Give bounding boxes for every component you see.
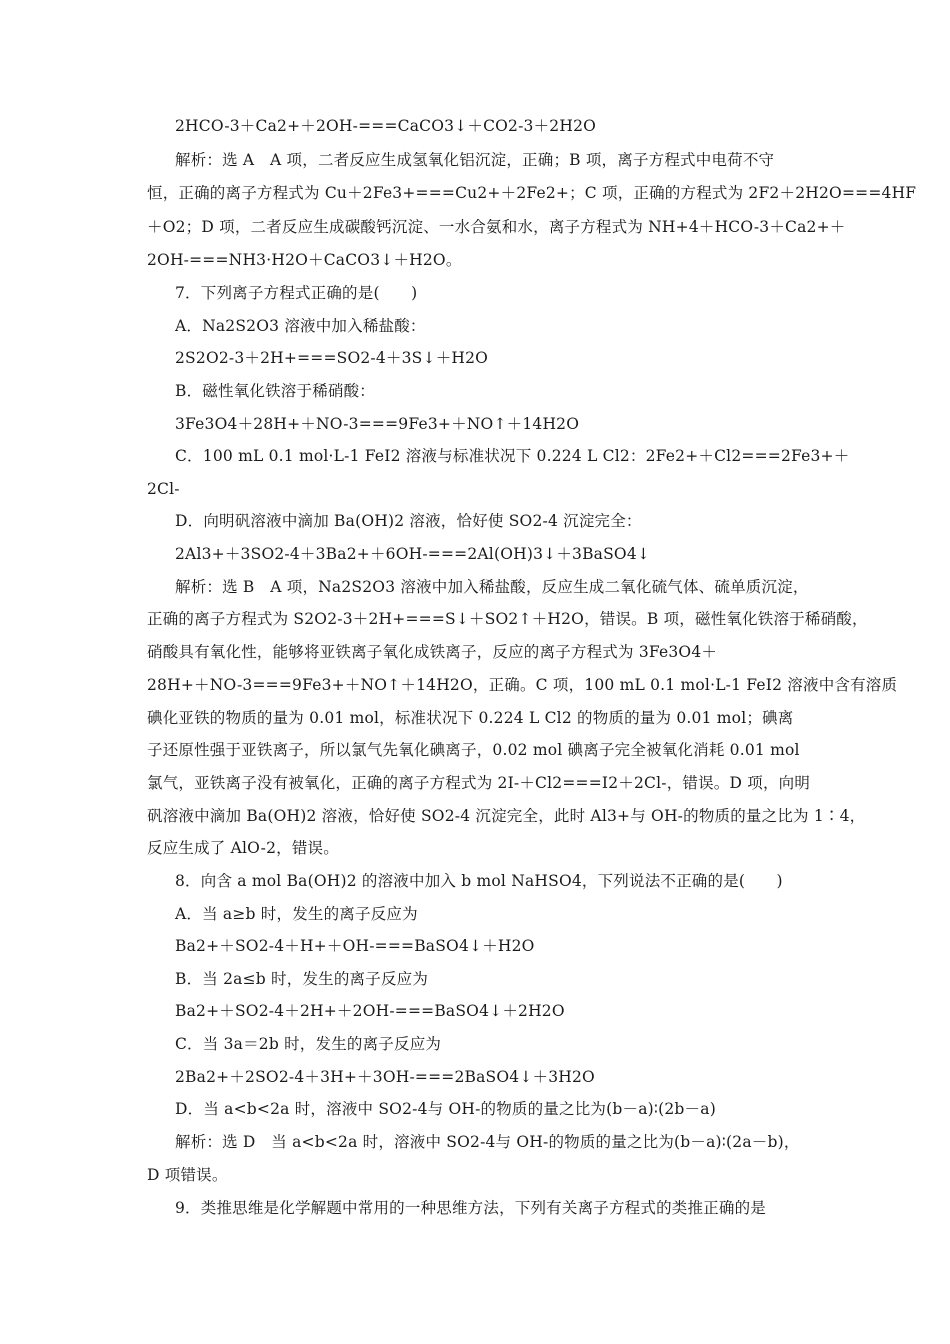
option-label: C．当 3a＝2b 时，发生的离子反应为 [175,1035,442,1053]
question-title: 7．下列离子方程式正确的是( ) [175,284,418,302]
option-label: A．Na2S2O3 溶液中加入稀盐酸： [175,317,426,335]
text-line: 恒，正确的离子方程式为 Cu＋2Fe3+===Cu2+＋2Fe2+；C 项，正确的方程式为 2F2＋2H2O===4HF [147,184,917,202]
text-line: 硝酸具有氧化性，能够将亚铁离子氧化成铁离子，反应的离子方程式为 3Fe3O4＋ [147,643,718,661]
question-title: 9．类推思维是化学解题中常用的一种思维方法，下列有关离子方程式的类推正确的是 [175,1199,766,1217]
option-label: B．当 2a≤b 时，发生的离子反应为 [175,970,429,988]
text-line: 解析：选 D 当 a<b<2a 时，溶液中 SO2-4与 OH-的物质的量之比为(b－a)∶(2a－b)， [175,1133,800,1151]
option-label: A．当 a≥b 时，发生的离子反应为 [175,905,418,923]
text-line: 矾溶液中滴加 Ba(OH)2 溶液，恰好使 SO2-4 沉淀完全，此时 Al3+与 OH-的物质的量之比为 1∶4， [147,807,866,825]
option-label: D．当 a<b<2a 时，溶液中 SO2-4与 OH-的物质的量之比为(b－a)∶(2b－a) [175,1100,716,1118]
option-label: C．100 mL 0.1 mol·L-1 FeI2 溶液与标准状况下 0.224 L Cl2：2Fe2+＋Cl2===2Fe3+＋ [175,447,850,465]
equation-line: 3Fe3O4＋28H+＋NO-3===9Fe3+＋NO↑＋14H2O [175,415,580,433]
equation-line: 2Al3+＋3SO2-4＋3Ba2+＋6OH-===2Al(OH)3↓＋3BaSO4↓ [175,545,651,563]
text-line: 碘化亚铁的物质的量为 0.01 mol，标准状况下 0.224 L Cl2 的物质的量为 0.01 mol；碘离 [147,709,794,727]
text-line: D 项错误。 [147,1166,228,1184]
text-line: 解析：选 B A 项，Na2S2O3 溶液中加入稀盐酸，反应生成二氧化硫气体、硫单质沉淀， [175,578,809,596]
text-line: 反应生成了 AlO-2，错误。 [147,839,339,857]
equation-line: 2S2O2-3＋2H+===SO2-4＋3S↓＋H2O [175,349,489,367]
text-line: 2HCO-3＋Ca2+＋2OH-===CaCO3↓＋CO2-3＋2H2O [175,117,597,135]
question-title: 8．向含 a mol Ba(OH)2 的溶液中加入 b mol NaHSO4，下列说法不正确的是( ) [175,872,783,890]
equation-line: 2Ba2+＋2SO2-4＋3H+＋3OH-===2BaSO4↓＋3H2O [175,1068,595,1086]
option-label: B．磁性氧化铁溶于稀硝酸： [175,382,375,400]
option-label: D．向明矾溶液中滴加 Ba(OH)2 溶液，恰好使 SO2-4 沉淀完全： [175,512,642,530]
equation-line: Ba2+＋SO2-4＋H+＋OH-===BaSO4↓＋H2O [175,937,535,955]
text-line: 解析：选 A A 项，二者反应生成氢氧化铝沉淀，正确；B 项，离子方程式中电荷不守 [175,151,775,169]
text-line: 28H+＋NO-3===9Fe3+＋NO↑＋14H2O，正确。C 项，100 mL 0.1 mol·L-1 FeI2 溶液中含有溶质 [147,676,898,694]
text-line: 氯气，亚铁离子没有被氧化，正确的离子方程式为 2I-＋Cl2===I2＋2Cl-，错误。D 项，向明 [147,774,811,792]
equation-line: Ba2+＋SO2-4＋2H+＋2OH-===BaSO4↓＋2H2O [175,1002,565,1020]
text-line: 2OH-===NH3·H2O＋CaCO3↓＋H2O。 [147,251,462,269]
text-line: 2Cl- [147,480,180,498]
text-line: 正确的离子方程式为 S2O2-3＋2H+===S↓＋SO2↑＋H2O，错误。B 项，磁性氧化铁溶于稀硝酸， [147,610,868,628]
text-line: 子还原性强于亚铁离子，所以氯气先氧化碘离子，0.02 mol 碘离子完全被氧化消耗 0.01 mol [147,741,800,759]
text-line: ＋O2；D 项，二者反应生成碳酸钙沉淀、一水合氨和水，离子方程式为 NH+4＋HCO-3＋Ca2+＋ [147,218,846,236]
